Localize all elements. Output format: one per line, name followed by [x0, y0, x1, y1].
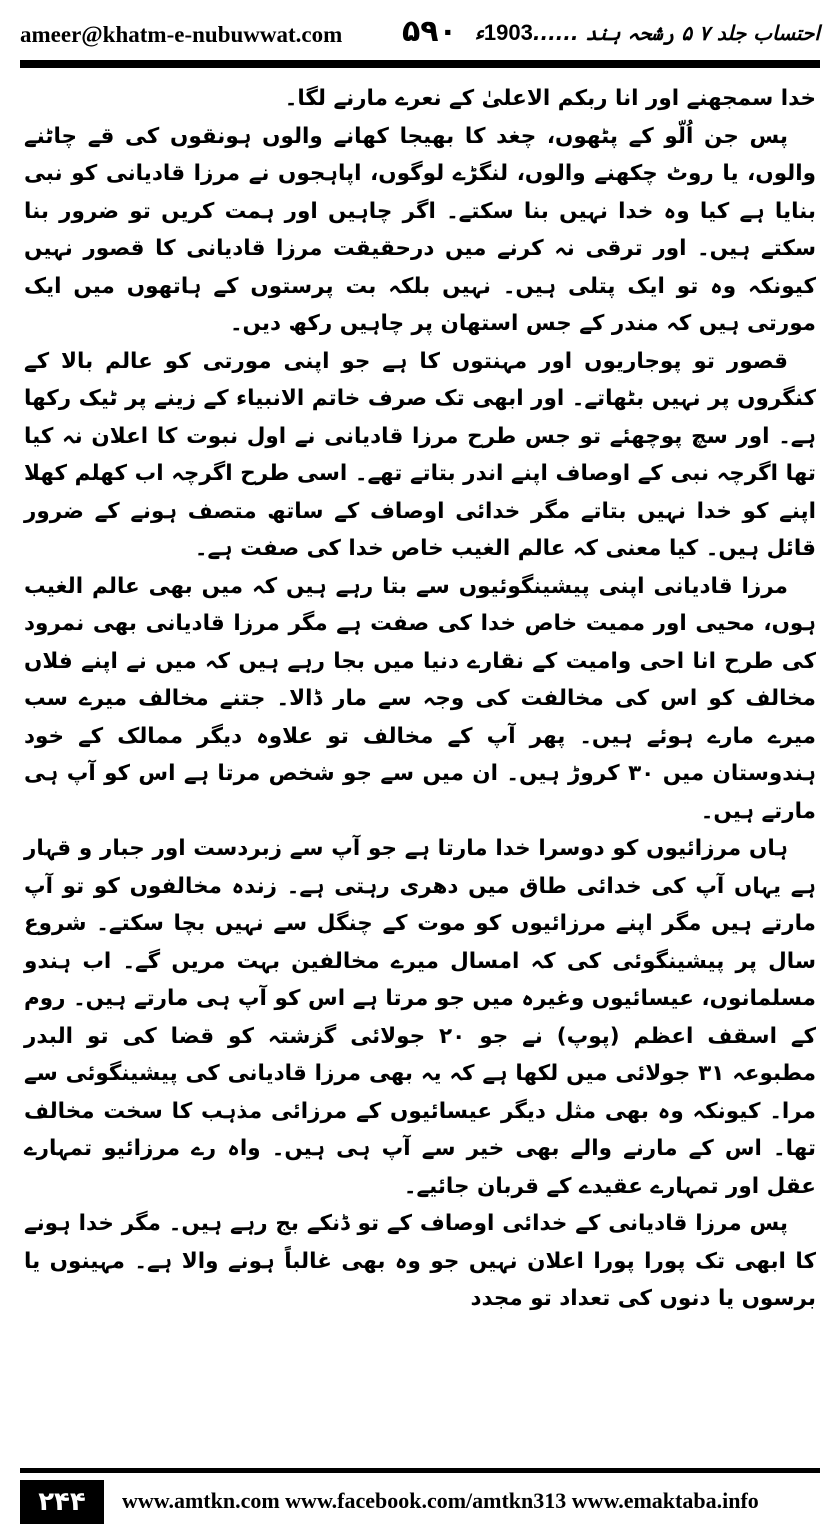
paragraph: مرزا قادیانی اپنی پیشینگوئیوں سے بتا رہے ہیں کہ میں بھی عالم الغیب ہوں، محیی اور ممیت خاص خدا کی صفت ہے مگر مرزا قادیانی بھی نمرود کی طرح انا احی وامیت کے نقارے دنیا میں بجا رہے ہیں کہ میں نے اپنے فلاں مخالف کو اس کی مخالفت کی وجہ سے مار ڈالا۔ جتنے مخالف میرے سب میرے مارے ہوئے ہیں۔ پھر آپ کے مخالف تو علاوہ دیگر ممالک کے خود ہندوستان میں ۳۰ کروڑ ہیں۔ ان میں سے جو شخص مرتا ہے اس کو آپ ہی مارتے ہیں۔ — [24, 573, 817, 824]
running-title-year-suffix: ء — [474, 21, 484, 45]
paragraph: پس جن اُلّو کے پٹھوں، چغد کا بھیجا کھانے والوں ہونقوں کی قے چاٹنے والوں، یا روٹ چکھنے والوں، لنگڑے لوگوں، اپاہجوں نے مرزا قادیانی کو نبی بنایا ہے کیا وہ خدا نہیں بنا سکتے۔ اگر چاہیں اور ہمت کریں تو ضرور بنا سکتے ہیں۔ اور ترقی نہ کرنے میں درحقیقت مرزا قادیانی کا قصور نہیں کیونکہ وہ تو ایک پتلی ہیں۔ نہیں بلکہ بت پرستوں کے ہاتھوں میں ایک مورتی ہیں کہ مندر کے جس استھان پر چاہیں رکھ دیں۔ — [24, 123, 816, 336]
footer-page-number: ۲۴۴ — [20, 1480, 104, 1524]
paragraph: ہاں مرزائیوں کو دوسرا خدا مارتا ہے جو آپ سے زبردست اور جبار و قہار ہے یہاں آپ کی خدائی طاق میں دھری رہتی ہے۔ زندہ مخالفوں کو تو آپ مارتے ہیں مگر اپنے مرزائیوں کو موت کے چنگل سے نہیں بچا سکتے۔ شروع سال پر پیشینگوئی کی کہ امسال میرے مخالفین بہت مریں گے۔ اب ہندو مسلمانوں، عیسائیوں وغیرہ میں جو مرتا ہے اس کو آپ ہی مارتے ہیں۔ روم کے اسقف اعظم (پوپ) نے جو ۲۰ جولائی گزشتہ کو قضا کی تو البدر مطبوعہ ۳۱ جولائی میں لکھا ہے کہ یہ بھی مرزا قادیانی کی پیشینگوئی سے مرا۔ کیونکہ وہ بھی مثل دیگر عیسائیوں کے مرزائی مذہب کا سخت مخالف تھا۔ اس کے مارنے والے بھی خیر سے آپ ہی ہیں۔ واہ رے مرزائیو تمہارے عقل اور تمہارے عقیدے کے قربان جائیے۔ — [24, 836, 817, 1199]
paragraph: قصور تو پوجاریوں اور مہنتوں کا ہے جو اپنی مورتی کو عالم بالا کے کنگروں پر نہیں بٹھاتے۔ اور ابھی تک صرف خاتم الانبیاء کے زینے پر ٹیک رکھا ہے۔ اور سچ پوچھئے تو جس طرح مرزا قادیانی نے اول نبوت کا اعلان نہ کیا تھا اگرچہ نبی کے اوصاف اپنے اندر بتاتے تھے۔ اسی طرح اگرچہ اب کھلم کھلا اپنے کو خدا نہیں بتاتے مگر خدائی اوصاف کے ساتھ متصف ہونے کے ضرور قائل ہیں۔ کیا معنی کہ عالم الغیب خاص خدا کی صفت ہے۔ — [24, 348, 816, 561]
paragraph: خدا سمجھنے اور انا ربکم الاعلیٰ کے نعرے مارنے لگا۔ — [284, 86, 816, 111]
page-header — [20, 14, 820, 58]
page-footer — [20, 1478, 820, 1528]
footer-links: www.amtkn.com www.facebook.com/amtkn313 www.emaktaba.info — [122, 1488, 759, 1513]
header-rule — [20, 60, 820, 68]
running-title-year: 1903 — [483, 20, 533, 45]
body-text — [24, 80, 816, 1460]
running-title-text: احتساب جلد ۷ ۵ رشحہ ہند ...... — [532, 21, 820, 45]
header-page-number: ۵۹۰ — [402, 14, 457, 49]
footer-rule — [20, 1468, 820, 1473]
running-title — [475, 20, 820, 46]
email-address: ameer@khatm-e-nubuwwat.com — [20, 22, 343, 47]
paragraph: پس مرزا قادیانی کے خدائی اوصاف کے تو ڈنکے بج رہے ہیں۔ مگر خدا ہونے کا ابھی تک پورا پورا اعلان نہیں جو وہ بھی غالباً ہونے والا ہے۔ مہینوں یا برسوں یا دنوں کی تعداد تو مجدد — [24, 1211, 816, 1311]
